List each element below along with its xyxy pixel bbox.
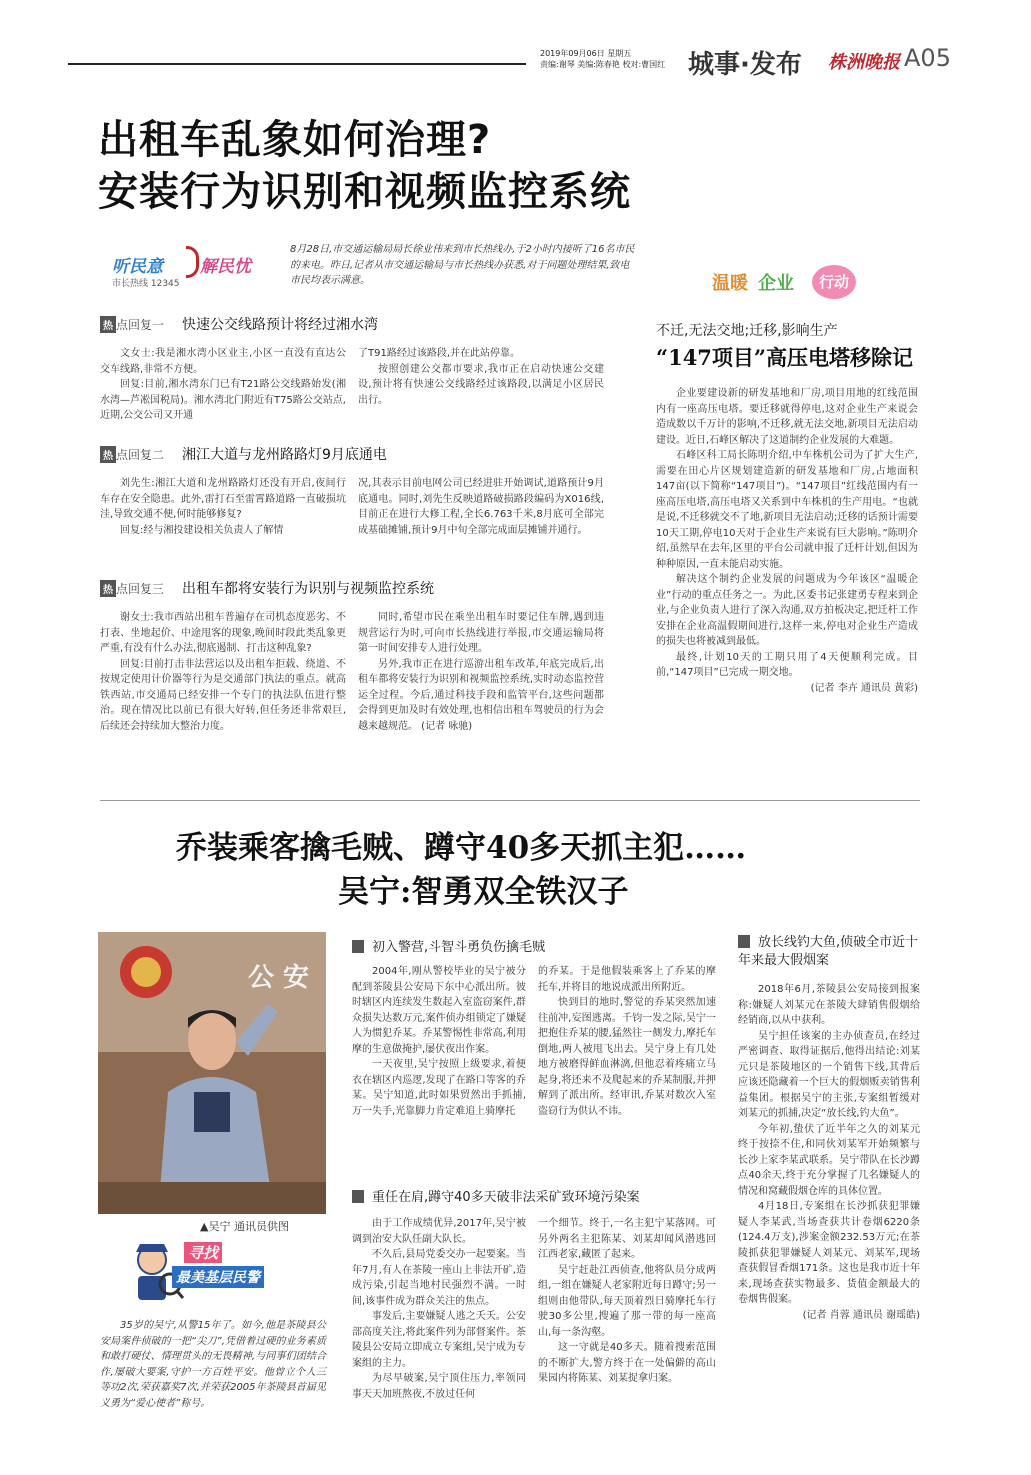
section-title: 城事·发布 xyxy=(688,50,802,80)
reply-heading-3 xyxy=(100,578,434,598)
headline-line-1: 出租车乱象如何治理? xyxy=(98,117,492,163)
logo-left-text: 听民意 xyxy=(112,257,163,277)
sub3-col xyxy=(738,982,920,1323)
side-title: “147项目”高压电塔移除记 xyxy=(656,345,913,370)
headline-line-2: 安装行为识别和视频监控系统 xyxy=(98,169,631,215)
reply3-col2 xyxy=(358,610,604,734)
page-number: A05 xyxy=(904,44,951,72)
sub1-col2 xyxy=(538,964,716,1119)
subhead-text: 重任在肩,蹲守40多天破非法采矿致环境污染案 xyxy=(372,1190,640,1205)
paragraph: 况,其表示目前电网公司已经进驻开始调试,道路预计9月底通电。同时,刘先生反映道路破损路段编码为X016线,目前正在进行大修工程,全长6.763千米,8月底可全部完成基础摊铺,预计9月中旬全部完成面层摊铺并通行。 xyxy=(358,478,604,536)
story2-headline-2: 吴宁:智勇双全铁汉子 xyxy=(338,874,629,910)
header-rule xyxy=(68,63,526,65)
reply-label: 点回复三 xyxy=(116,582,165,596)
badge-line-2: 最美基层民警 xyxy=(172,1266,264,1288)
reply-title: 湘江大道与龙州路路灯9月底通电 xyxy=(182,447,387,463)
photo-floor xyxy=(98,1182,326,1214)
story2-headline-1: 乔装乘客擒毛贼、蹲守40多天抓主犯…… xyxy=(176,830,747,866)
paragraph: 了T91路经过该路段,并在此站停靠。 xyxy=(358,348,521,359)
badge-line-1: 寻找 xyxy=(184,1242,222,1263)
paragraph: 企业要建设新的研发基地和厂房,项目用地的红线范围内有一座高压电塔。要迁移就得停电,这对企业生产来说会造成数以千万计的影响,不迁移,就无法交地,新项目无法启动建设。近日,石峰区解决了这道制约企业发展的大难题。 xyxy=(656,388,918,446)
subhead-text: 初入警营,斗智斗勇负伤擒毛贼 xyxy=(372,940,546,955)
warm-enterprise-logo xyxy=(712,265,862,305)
hotline-logo xyxy=(112,240,272,292)
logo-text-b: 企业 xyxy=(758,273,794,294)
issue-date: 2019年09月06日 星期五 xyxy=(540,49,632,58)
editors-line: 责编:谢琴 美编:陈春艳 校对:曹国红 xyxy=(540,60,666,69)
paragraph: 一个细节。终于,一名主犯宁某落网。可另外两名主犯陈某、刘某却闻风潜逃回江西老家,藏匿了起来。 xyxy=(538,1218,716,1260)
reply-heading-2 xyxy=(100,444,387,464)
paragraph: 35岁的吴宁,从警15年了。如今,他是茶陵县公安局案件侦破的一把“尖刀”,凭借着过硬的业务素质和敢打硬仗、情理贯头的无畏精神,与同事们团结合作,屡破大要案,守护一方百姓平安。他曾立个人三等功2次,荣获嘉奖7次,并荣获2005年茶陵县首届见义勇为“爱心使者”称号。 xyxy=(100,1320,326,1409)
paragraph: 另外,我市正在进行巡游出租车改革,年底完成后,出租车都将安装行为识别和视频监控系统,实时动态监控营运全过程。今后,通过科技手段和监管平台,这些问题都会得到更加及时有效处理,也相信出租车驾驶员的行为会越来越规范。 (记者 咏驰) xyxy=(358,658,604,732)
reply-title: 出租车都将安装行为识别与视频监控系统 xyxy=(182,581,435,597)
paragraph: 2018年6月,茶陵县公安局接到报案称:嫌疑人刘某元在茶陵大肆销售假烟给经销商,以从中获利。 xyxy=(738,984,920,1026)
hot-tag: 热 xyxy=(100,446,116,463)
paragraph: 吴宁赶赴江西侦查,他将队员分成两组,一组在嫌疑人老家附近每日蹲守;另一组则由他带队,每天顶着烈日骑摩托车行驶30多公里,搜遍了那一带的每一座高山,每一条沟壑。 xyxy=(538,1264,716,1338)
story1-intro: 8月28日,市交通运输局局长徐业伟来到市长热线办,于2小时内接听了16名市民的来电。昨日,记者从市交通运输局与市长热线办获悉,对于问题处理结果,致电市民均表示满意。 xyxy=(290,244,635,286)
paragraph: 文女士:我是湘水湾小区业主,小区一直没有直达公交车线路,非常不方便。 xyxy=(100,348,346,375)
reply-label: 点回复一 xyxy=(116,318,165,332)
paragraph: 回复:经与湘投建设相关负责人了解情 xyxy=(120,524,284,536)
paragraph: 按照创建公交都市要求,我市正在启动快速公交建设,预计将有快速公交线路经过该路段,以满足小区居民出行。 xyxy=(358,363,604,406)
subhead-marker-icon xyxy=(738,935,750,948)
side-byline: (记者 李卉 通讯员 黄彩) xyxy=(810,682,918,694)
hot-tag: 热 xyxy=(100,316,116,333)
paragraph: 吴宁担任该案的主办侦查员,在经过严密调查、取得证据后,他得出结论:刘某元只是茶陵地区的一个销售下线,其背后应该还隐藏着一个巨大的假烟贩卖销售利益集团。根据吴宁的主张,专案组暂缓对刘某元的抓捕,决定“放长线,钓大鱼”。 xyxy=(738,1030,920,1119)
paragraph: 今年初,蛰伏了近半年之久的刘某元终于按捺不住,和同伙刘某军开始频繁与长沙上家李某武联系。吴宁带队在长沙蹲点40余天,终于充分掌握了几名嫌疑人的情况和窝藏假烟仓库的具体位置。 xyxy=(738,1123,920,1197)
reply-title: 快速公交线路预计将经过湘水湾 xyxy=(182,317,379,333)
reply-label: 点回复二 xyxy=(116,448,165,462)
subhead-1 xyxy=(352,936,545,955)
reply1-col1 xyxy=(100,346,346,424)
side-body xyxy=(656,386,918,696)
logo-text-c: 行动 xyxy=(812,265,856,299)
divider xyxy=(100,800,920,801)
paragraph: 事发后,主要嫌疑人逃之夭夭。公安部高度关注,将此案件列为部督案件。茶陵县公安局立即成立专案组,吴宁成为专案组的主力。 xyxy=(352,1311,526,1369)
paragraph: 的乔某。于是他假装乘客上了乔某的摩托车,并将目的地说成派出所附近。 xyxy=(538,966,716,993)
sub1-col1 xyxy=(352,964,526,1119)
paragraph: 刘先生:湘江大道和龙州路路灯还没有开启,夜间行车存在安全隐患。此外,雷打石至雷霄路道路一直破损坑洼,导致交通不便,何时能够修复? xyxy=(100,478,346,520)
wall-text: 公 安 xyxy=(248,963,310,993)
paragraph: 一天夜里,吴宁按照上级要求,着便衣在辖区内巡逻,发现了在路口等客的乔某。吴宁知道,此时如果贸然出手抓捕,万一失手,光靠脚力肯定难追上骑摩托 xyxy=(352,1059,526,1117)
paragraph: 由于工作成绩优异,2017年,吴宁被调到治安大队任副大队长。 xyxy=(352,1218,526,1245)
subhead-3 xyxy=(738,934,924,970)
police-emblem-inner xyxy=(131,957,161,987)
paragraph: 回复:目前打击非法营运以及出租车拒载、绕道、不按规定使用计价器等行为是交通部门执法的重点。就高铁西站,市交通局已经安排一个专门的执法队伍进行整治。现在情况比以前已有很大好转,但任务还非常艰巨,后续还会持续加大整治力度。 xyxy=(100,658,346,732)
paragraph: 回复:目前,湘水湾东门已有T21路公交线路始发(湘水湾—芦凇国税局)。湘水湾北门附近有T75路公交站点,近期,公交公司又开通 xyxy=(100,379,346,421)
sub2-col1 xyxy=(352,1216,526,1402)
subhead-marker-icon xyxy=(352,1190,364,1203)
paragraph: 2004年,刚从警校毕业的吴宁被分配到茶陵县公安局下东中心派出所。彼时辖区内连续发生数起入室盗窃案件,群众损失达数万元,案件侦办组锁定了嫌疑人为惯犯乔某。乔某警惕性非常高,利用摩的生意做掩护,屡伏夜出作案。 xyxy=(352,966,526,1055)
hotline-number: 市长热线 12345 xyxy=(112,279,180,289)
subhead-marker-icon xyxy=(352,940,364,953)
reply2-col2 xyxy=(358,476,604,538)
logo-text-a: 温暖 xyxy=(712,273,748,294)
paragraph: 不久后,县局党委交办一起要案。当年7月,有人在茶陵一座山上非法开矿,造成污染,引起当地村民强烈不满。一时间,该事件成为群众关注的焦点。 xyxy=(352,1249,526,1307)
paragraph: 快到目的地时,警觉的乔某突然加速往前冲,妄图逃离。千钧一发之际,吴宁一把抱住乔某的腰,猛然往一侧发力,摩托车倒地,两人被甩飞出去。吴宁身上有几处地方被磨得鲜血淋漓,但他忍着疼痛立马起身,将还来不及爬起来的乔某制服,并押解到了派出所。经审讯,乔某对数次入室盗窃行为供认不讳。 xyxy=(538,997,716,1117)
logo-right-text: 解民忧 xyxy=(200,257,251,277)
phone-icon xyxy=(186,246,199,278)
story2-intro xyxy=(100,1318,326,1411)
reply2-col1 xyxy=(100,476,346,538)
hot-tag: 热 xyxy=(100,580,116,597)
sub2-col2 xyxy=(538,1216,716,1387)
subhead-text: 放长线钓大鱼,侦破全市近十年来最大假烟案 xyxy=(738,935,919,968)
issue-meta xyxy=(540,48,680,70)
paragraph: 这一守就是40多天。随着搜索范围的不断扩大,警方终于在一处偏僻的高山果园内将陈某、刘某捉拿归案。 xyxy=(538,1342,716,1384)
reply3-col1 xyxy=(100,610,346,734)
photo-caption: ▲吴宁 通讯员供图 xyxy=(200,1220,289,1233)
photo-illustration xyxy=(98,932,326,1214)
paragraph: 解决这个制约企业发展的问题成为今年该区“温暖企业”行动的重点任务之一。为此,区委书记张建勇专程来到企业,与企业负责人进行了深入沟通,双方拍板决定,把迁杆工作安排在企业高温假期间进行,这样一来,停电对企业生产造成的损失也将被减到最低。 xyxy=(656,574,918,647)
best-police-badge xyxy=(124,1238,274,1308)
reply-heading-1 xyxy=(100,314,378,334)
paragraph: 同时,希望市民在乘坐出租车时要记住车牌,遇到违规营运行为时,可向市长热线进行举报,市交通运输局将第一时间安排专人进行处理。 xyxy=(358,612,604,654)
subhead-2 xyxy=(352,1186,640,1205)
paragraph: 石峰区科工局长陈明介绍,中车株机公司为了扩大生产,需要在田心片区规划建造新的研发基地和厂房,占地面积147亩(以下简称“147项目”)。“147项目”红线范围内有一座高压电塔,高压电塔又关系到中车株机的生产用电。“也就是说,不迁移就交不了地,新项目无法启动;迁移的话预计需要10天工期,停电10天对于企业生产来说有巨大影响。”陈明介绍,虽然早在去年,区里的平台公司就申报了迁杆计划,但因为种种原因,一直未能启动实施。 xyxy=(656,450,918,570)
paragraph: 谢女士:我市西站出租车普遍存在司机态度恶劣、不打表、坐地起价、中途甩客的现象,晚间时段此类乱象更严重,有没有什么办法,彻底遏制、打击这种乱象? xyxy=(100,612,346,654)
paragraph: 为尽早破案,吴宁顶住压力,率领同事天天加班熬夜,不放过任何 xyxy=(352,1373,526,1400)
tie xyxy=(194,1092,230,1132)
reply1-col2 xyxy=(358,346,604,408)
side-kicker: 不迁,无法交地;迁移,影响生产 xyxy=(656,323,838,339)
paragraph: 最终,计划10天的工期只用了4天便顺利完成。目前,“147项目”已完成一期交地。 xyxy=(656,651,918,678)
story2-byline: (记者 肖蓉 通讯员 谢瑶皓) xyxy=(802,1309,920,1321)
paragraph: 4月18日,专案组在长沙抓获犯罪嫌疑人李某武,当场查获共计卷烟6220条(124.4万支),涉案金额232.53万元;在茶陵抓获犯罪嫌疑人刘某元、刘某军,现场查获假冒香烟171条。这也是我市近十年来,现场查获实物最多、货值金额最大的卷烟售假案。 xyxy=(738,1201,920,1305)
officer-photo xyxy=(98,932,326,1214)
newspaper-logo: 株洲晚报 xyxy=(828,52,900,73)
